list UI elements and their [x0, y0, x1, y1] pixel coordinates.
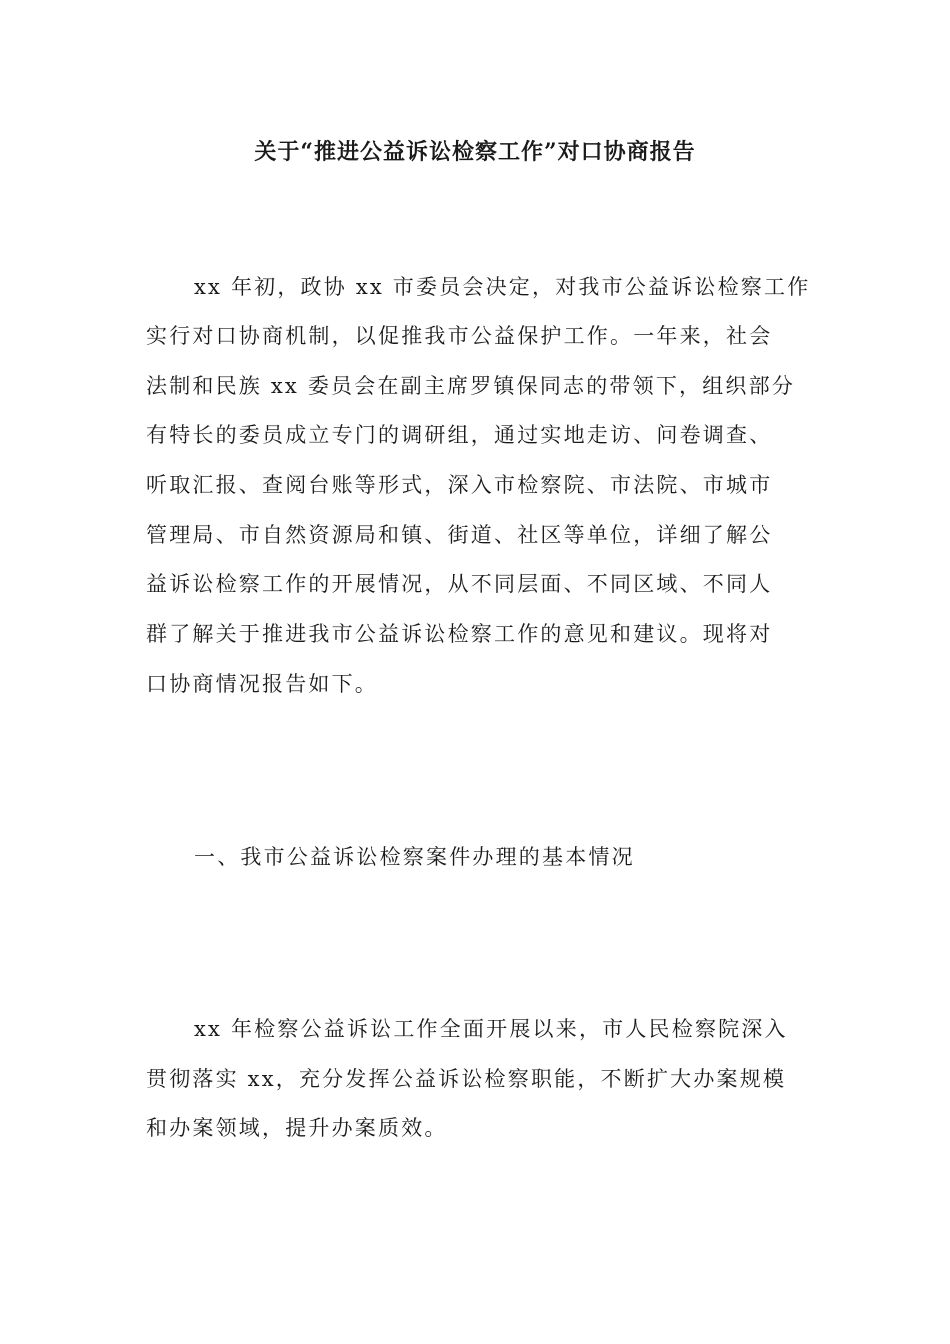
paragraph-line: 群了解关于推进我市公益诉讼检察工作的意见和建议。现将对 [146, 622, 773, 646]
paragraph-line: 有特长的委员成立专门的调研组，通过实地走访、问卷调查、 [146, 423, 773, 447]
paragraph-line: 法制和民族 xx 委员会在副主席罗镇保同志的带领下，组织部分 [146, 374, 796, 398]
paragraph-line: 管理局、市自然资源局和镇、街道、社区等单位，详细了解公 [146, 523, 773, 547]
paragraph-line: 和办案领域，提升办案质效。 [146, 1116, 448, 1140]
paragraph-line: 实行对口协商机制，以促推我市公益保护工作。一年来，社会 [146, 324, 773, 348]
paragraph-line: xx 年检察公益诉讼工作全面开展以来，市人民检察院深入 [194, 1017, 788, 1041]
paragraph-line: 益诉讼检察工作的开展情况，从不同层面、不同区域、不同人 [146, 572, 773, 596]
paragraph-line: xx 年初，政协 xx 市委员会决定，对我市公益诉讼检察工作 [194, 275, 811, 299]
paragraph-line: 听取汇报、查阅台账等形式，深入市检察院、市法院、市城市 [146, 473, 773, 497]
paragraph-line: 贯彻落实 xx，充分发挥公益诉讼检察职能，不断扩大办案规模 [146, 1067, 787, 1091]
document-title: 关于“推进公益诉讼检察工作”对口协商报告 [254, 139, 696, 165]
section-heading: 一、我市公益诉讼检察案件办理的基本情况 [194, 845, 635, 869]
paragraph-line: 口协商情况报告如下。 [146, 672, 378, 696]
